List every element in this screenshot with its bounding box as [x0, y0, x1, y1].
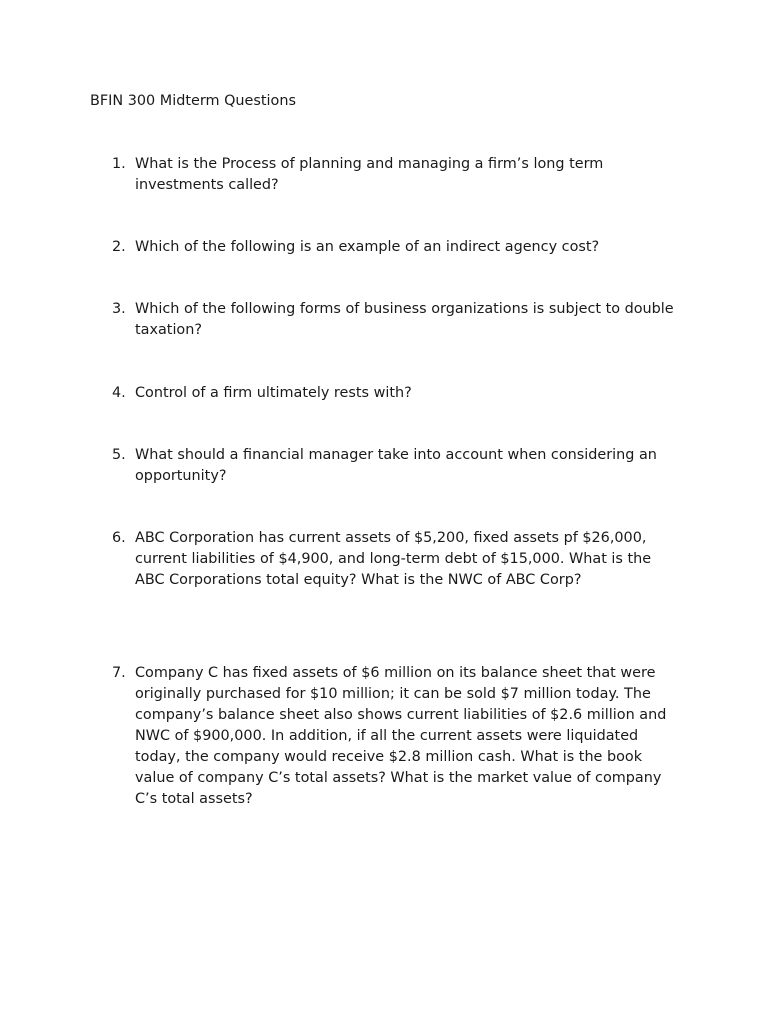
question-item — [112, 445, 684, 487]
question-number: 6. — [112, 530, 126, 546]
question-number: 3. — [112, 301, 126, 317]
question-item — [112, 299, 684, 341]
question-text: Which of the following is an example of an indirect agency cost? — [135, 239, 600, 255]
question-number: 1. — [112, 156, 126, 172]
question-item — [112, 663, 684, 810]
question-text: What should a financial manager take into account when considering an opportunity? — [135, 447, 657, 484]
question-item — [112, 383, 684, 404]
question-number: 7. — [112, 665, 126, 681]
question-text: Company C has fixed assets of $6 million on its balance sheet that were originally purchased for $10 million; it can be sold $7 million today. The company’s balance sheet also shows current liabilities of $2.6 million and NWC of $900,000. In addition, if all the current assets were liquidated today, the company would receive $2.8 million cash. What is the book value of company C’s total assets? What is the market value of company C’s total assets? — [135, 665, 667, 807]
question-text: Control of a firm ultimately rests with? — [135, 385, 412, 401]
question-item — [112, 154, 684, 196]
question-item — [112, 237, 684, 258]
question-number: 5. — [112, 447, 126, 463]
document-title: BFIN 300 Midterm Questions — [90, 93, 296, 109]
question-text: Which of the following forms of business organizations is subject to double taxation? — [135, 301, 674, 338]
question-item — [112, 528, 684, 591]
question-number: 2. — [112, 239, 126, 255]
question-number: 4. — [112, 385, 126, 401]
question-text: What is the Process of planning and managing a firm’s long term investments called? — [135, 156, 604, 193]
question-text: ABC Corporation has current assets of $5,200, fixed assets pf $26,000, current liabilities of $4,900, and long-term debt of $15,000. What is the ABC Corporations total equity? What is the NWC of ABC Corp? — [135, 530, 652, 588]
